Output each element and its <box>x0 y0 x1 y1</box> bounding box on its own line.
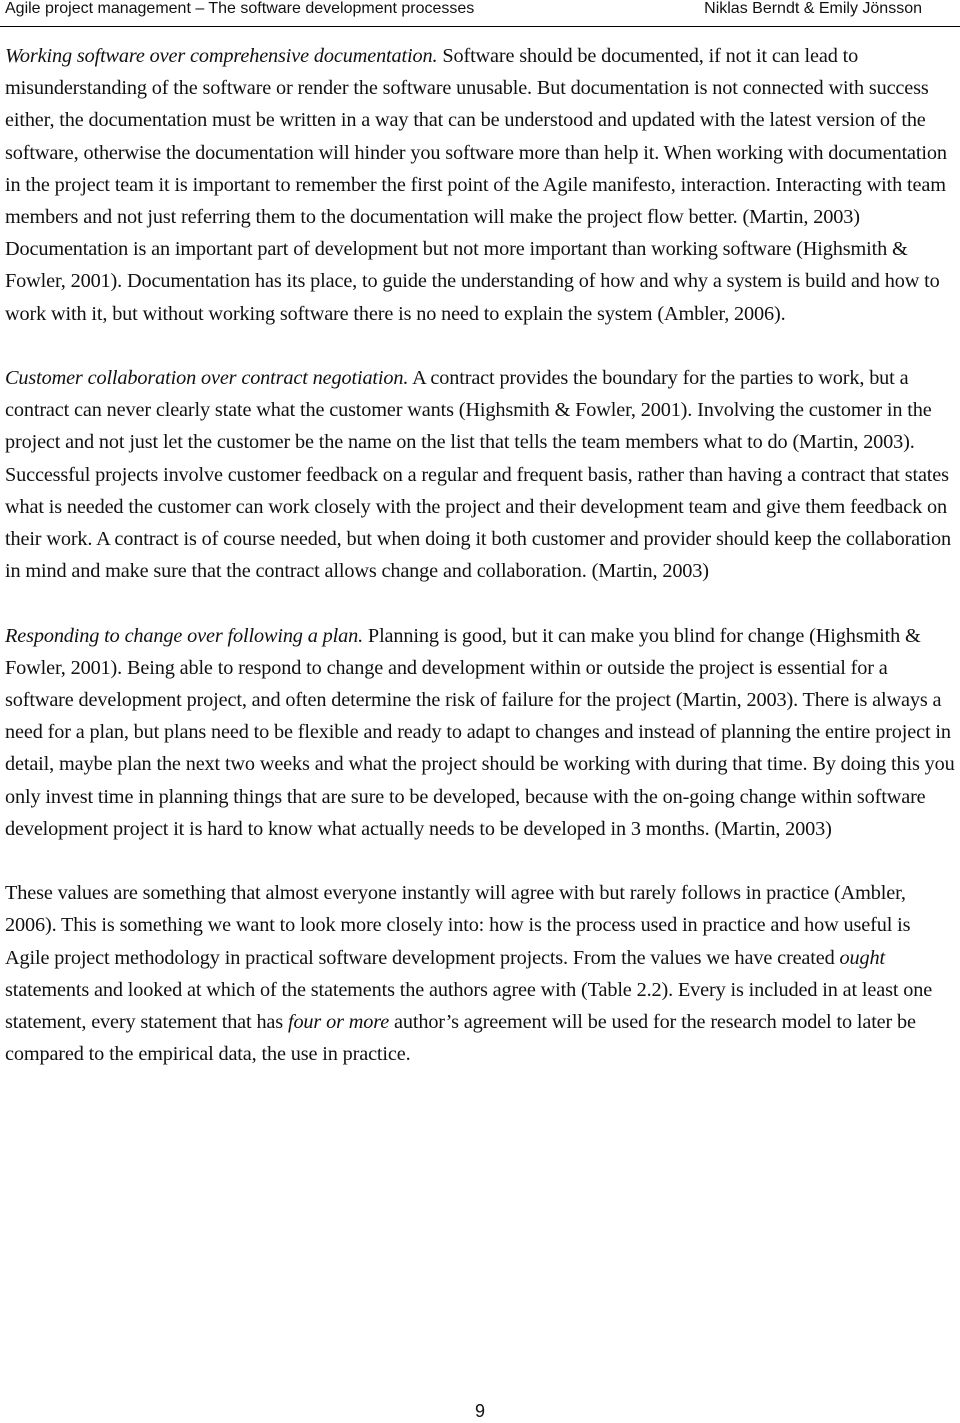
paragraph-text: Planning is good, but it can make you blind for change (Highsmith & Fowler, 2001). Being able to respond to change and development within or outside the project is essential for a software development project, and often determine the risk of failure for the project (Martin, 2003). There is always a need for a plan, but plans need to be flexible and ready to adapt to changes and instead of planning the entire project in detail, maybe plan the next two weeks and what the project should be working with during that time. By doing this you only invest time in planning things that are sure to be developed, because with the on-going change within software development project it is hard to know what actually needs to be developed in 3 months. (Martin, 2003) <box>5 624 955 840</box>
running-header <box>0 0 960 27</box>
paragraph-text: author’s agreement will be used for the research model to later be compared to the empirical data, the use in practice. <box>5 1011 916 1066</box>
header-title: Agile project management – The software development processes <box>5 0 475 17</box>
paragraph-text: statements and looked at which of the statements the authors agree with (Table 2.2). Every is included in at least one statement, every statement that has <box>5 978 933 1034</box>
emphasis-four-or-more: four or more <box>287 1011 390 1034</box>
paragraph-text: These values are something that almost everyone instantly will agree with but rarely follows in practice (Ambler, 2006). This is something we want to look more closely into: how is the process used in practice and how useful is Agile project methodology in practical software development projects. From the values we have created <box>5 882 911 969</box>
paragraph-lead: Working software over comprehensive documentation. <box>5 45 438 67</box>
paragraph-working-software <box>5 40 957 330</box>
paragraph-lead: Customer collaboration over contract negotiation. <box>5 367 409 390</box>
paragraph-values-summary <box>5 877 957 1070</box>
paragraph-customer-collaboration <box>5 362 957 587</box>
page-number: 9 <box>474 1401 485 1421</box>
body-text <box>5 40 957 1103</box>
emphasis-ought: ought <box>839 946 885 969</box>
paragraph-lead: Responding to change over following a plan. <box>5 624 364 647</box>
paragraph-text: A contract provides the boundary for the parties to work, but a contract can never clearly state what the customer wants (Highsmith & Fowler, 2001). Involving the customer in the project and not just let the customer be the name on the list that tells the team members what to do (Martin, 2003). Successful projects involve customer feedback on a regular and frequent basis, rather than having a contract that states what is needed the customer can work closely with the project and their development team and give them feedback on their work. A contract is of course needed, but when doing it both customer and provider should keep the collaboration in mind and make sure that the contract allows change and collaboration. (Martin, 2003) <box>5 367 951 583</box>
paragraph-responding-to-change <box>5 620 957 845</box>
header-authors: Niklas Berndt & Emily Jönsson <box>704 0 922 17</box>
paragraph-text: Software should be documented, if not it can lead to misunderstanding of the software or render the software unusable. But documentation is not connected with success either, the documentation must be written in a way that can be understood and updated with the latest version of the software, otherwise the documentation will hinder you software more than help it. When working with documentation in the project team it is important to remember the first point of the Agile manifesto, interaction. Interacting with team members and not just referring them to the documentation will make the project flow better. (Martin, 2003) Documentation is an important part of development but not more important than working software (Highsmith & Fowler, 2001). Documentation has its place, to guide the understanding of how and why a system is build and how to work with it, but without working software there is no need to explain the system (Ambler, 2006). <box>5 45 947 325</box>
